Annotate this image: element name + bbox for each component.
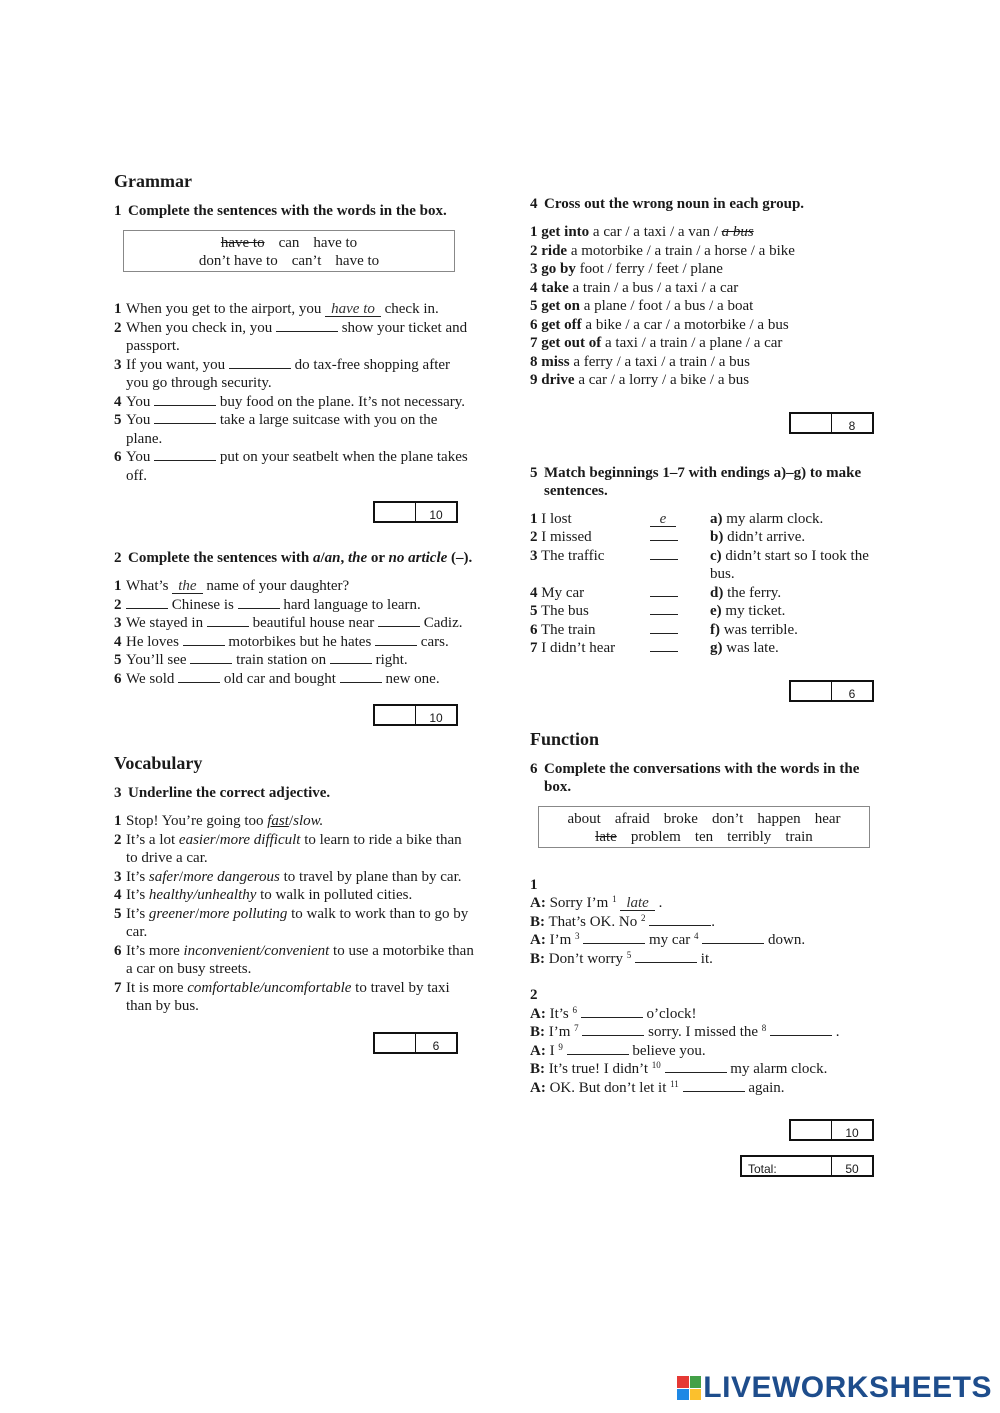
answer-field[interactable]: have to bbox=[325, 302, 381, 317]
list-item: 7 get out of a taxi / a train / a plane / a car bbox=[530, 335, 783, 351]
list-item: 3 It’s safer/more dangerous to travel by plane than by car. bbox=[114, 868, 462, 885]
right-column bbox=[530, 195, 890, 1203]
list-item: 5 It’s greener/more polluting to walk to work than to go by car. bbox=[114, 905, 469, 940]
answer-field[interactable] bbox=[154, 393, 216, 406]
answer-field[interactable] bbox=[581, 1005, 643, 1018]
list-item: 8 miss a ferry / a taxi / a train / a bus bbox=[530, 353, 750, 370]
list-item: 9 drive a car / a lorry / a bike / a bus bbox=[530, 372, 750, 388]
answer-field[interactable] bbox=[583, 931, 645, 944]
answer-field[interactable] bbox=[567, 1042, 629, 1055]
answer-field[interactable] bbox=[650, 584, 678, 597]
box-word: have to bbox=[313, 235, 358, 251]
answer-field[interactable]: the bbox=[172, 579, 202, 594]
function-heading: Function bbox=[530, 728, 600, 749]
conversation-2: 2 A: It’s $^6$ o’clock! B: I’m $^7$ sorry. I missed the $^8$ . A: I $^9$ believe you. B: It’s true! I didn’t $^{10}$ my alarm clock. A: OK. But don’t let it $^{11}$ again. bbox=[530, 987, 840, 1096]
vocabulary-heading: Vocabulary bbox=[114, 753, 203, 773]
answer-field[interactable] bbox=[650, 639, 678, 652]
answer-field[interactable]: late bbox=[620, 896, 655, 911]
score-box-4: 8 bbox=[530, 412, 874, 434]
list-item: 2 ride a motorbike / a train / a horse / a bike bbox=[530, 242, 795, 259]
list-item: 2 When you check in, you show your ticket and passport. bbox=[114, 319, 468, 354]
list-item: 3 If you want, you do tax-free shopping after you go through security. bbox=[114, 356, 451, 391]
score-box-2: 10 bbox=[114, 704, 458, 726]
answer-field[interactable] bbox=[702, 931, 764, 944]
answer-field[interactable] bbox=[154, 448, 216, 461]
score-input[interactable] bbox=[791, 414, 832, 432]
score-input[interactable] bbox=[791, 682, 832, 700]
list-item: 5 You’ll see train station on right. bbox=[114, 652, 408, 668]
answer-field[interactable] bbox=[276, 319, 338, 332]
answer-field[interactable]: e bbox=[650, 512, 676, 527]
list-item: 6 We sold old car and bought new one. bbox=[114, 670, 440, 687]
list-item: 4 You buy food on the plane. It’s not necessary. bbox=[114, 393, 466, 410]
box-word: have to bbox=[220, 235, 265, 251]
answer-field[interactable] bbox=[650, 528, 678, 541]
answer-field[interactable] bbox=[330, 651, 372, 664]
score-input[interactable] bbox=[375, 706, 416, 724]
answer-field[interactable] bbox=[650, 547, 678, 560]
exercise-3-instruction: 3 Underline the correct adjective. bbox=[114, 785, 331, 801]
crossed-out-noun[interactable]: a bus bbox=[721, 224, 754, 240]
list-item: 1 What’s the name of your daughter? bbox=[114, 578, 350, 594]
list-item: 5 get on a plane / foot / a bus / a boat bbox=[530, 298, 754, 314]
matching-table: 1 I lost e a) my alarm clock. 2 I missed b) didn’t arrive. 3 The traffic c) didn’t start so I took the bus. 4 My car d) the ferry. 5 The bus e) my ticket. 6 The train f) was terrible. 7 I didn’t hear g) was late. bbox=[530, 510, 869, 656]
list-item: 1 get into a car / a taxi / a van / a bus bbox=[530, 224, 754, 240]
left-column bbox=[114, 170, 474, 1080]
list-item: 3 We stayed in beautiful house near Cadiz. bbox=[114, 615, 463, 631]
conversation-1: 1 A: Sorry I’m $^1$ late . B: That’s OK. No $^2$ . A: I’m $^3$ my car $^4$ down. B: Don’t worry $^5$ it. bbox=[530, 876, 806, 967]
list-item: 4 take a train / a bus / a taxi / a car bbox=[530, 279, 739, 296]
box-word: can’t bbox=[291, 253, 322, 269]
answer-field[interactable] bbox=[665, 1060, 727, 1073]
list-item: 2 It’s a lot easier/more difficult to learn to ride a bike than to drive a car. bbox=[114, 831, 462, 866]
answer-field[interactable] bbox=[190, 651, 232, 664]
score-input[interactable] bbox=[375, 503, 416, 521]
answer-field[interactable] bbox=[683, 1079, 745, 1092]
answer-field[interactable] bbox=[126, 596, 168, 609]
score-box-6: 10 bbox=[530, 1119, 874, 1141]
answer-field[interactable] bbox=[340, 670, 382, 683]
list-item: 3 go by foot / ferry / feet / plane bbox=[530, 261, 723, 277]
answer-field[interactable] bbox=[154, 411, 216, 424]
total-score-box: Total: 50 bbox=[530, 1155, 874, 1177]
exercise-2-instruction: 2 Complete the sentences with a/an, the or no article (–). bbox=[114, 550, 473, 566]
list-item: 6 get off a bike / a car / a motorbike / a bus bbox=[530, 316, 789, 333]
score-box-1: 10 bbox=[114, 501, 458, 523]
grammar-heading: Grammar bbox=[114, 171, 192, 191]
answer-field[interactable] bbox=[375, 633, 417, 646]
list-item: 6 You put on your seatbelt when the plane takes off. bbox=[114, 449, 468, 484]
answer-field[interactable] bbox=[649, 913, 711, 926]
list-item: 6 It’s more inconvenient/convenient to use a motorbike than a car on busy streets. bbox=[114, 942, 474, 977]
box-word: have to bbox=[335, 253, 380, 269]
exercise-1-items bbox=[114, 300, 474, 485]
list-item: 1 Stop! You’re going too fast/slow. bbox=[114, 813, 324, 829]
list-item: 5 You take a large suitcase with you on the plane. bbox=[114, 412, 438, 447]
liveworksheets-logo: LIVEWORKSHEETS bbox=[677, 1371, 992, 1405]
answer-field[interactable] bbox=[183, 633, 225, 646]
answer-field[interactable] bbox=[207, 614, 249, 627]
answer-field[interactable] bbox=[582, 1023, 644, 1036]
exercise-6-instruction: 6 Complete the conversations with the words in the box. bbox=[530, 760, 860, 795]
answer-field[interactable] bbox=[229, 356, 291, 369]
answer-field[interactable] bbox=[178, 670, 220, 683]
score-box-3: 6 bbox=[114, 1032, 458, 1054]
exercise-5-instruction: 5 Match beginnings 1–7 with endings a)–g) to make sentences. bbox=[530, 464, 862, 499]
exercise-3-items bbox=[114, 812, 474, 1016]
score-input[interactable] bbox=[375, 1034, 416, 1052]
score-box-5: 6 bbox=[530, 680, 874, 702]
answer-field[interactable] bbox=[635, 950, 697, 963]
list-item: 1 When you get to the airport, you have to check in. bbox=[114, 301, 439, 317]
score-input[interactable] bbox=[791, 1121, 832, 1139]
exercise-4-items bbox=[530, 223, 890, 390]
box-word: can bbox=[278, 235, 300, 251]
logo-mark-icon bbox=[677, 1376, 701, 1400]
answer-field[interactable] bbox=[650, 602, 678, 615]
exercise-4-instruction: 4 Cross out the wrong noun in each group. bbox=[530, 196, 805, 212]
list-item: 4 He loves motorbikes but he hates cars. bbox=[114, 633, 449, 650]
answer-field[interactable] bbox=[650, 621, 678, 634]
word-box-1 bbox=[123, 230, 455, 272]
list-item: 4 It’s healthy/unhealthy to walk in polluted cities. bbox=[114, 887, 413, 903]
word-box-6: about afraid broke don’t happen hear late problem ten terribly train bbox=[538, 806, 870, 848]
list-item: 2 Chinese is hard language to learn. bbox=[114, 596, 421, 613]
list-item: 7 It is more comfortable/uncomfortable to travel by taxi than by bus. bbox=[114, 979, 450, 1014]
answer-field[interactable] bbox=[770, 1023, 832, 1036]
box-word: don’t have to bbox=[198, 253, 278, 269]
answer-field[interactable] bbox=[238, 596, 280, 609]
exercise-2-items bbox=[114, 577, 474, 688]
answer-field[interactable] bbox=[378, 614, 420, 627]
exercise-1-instruction: 1 Complete the sentences with the words in the box. bbox=[114, 203, 447, 219]
